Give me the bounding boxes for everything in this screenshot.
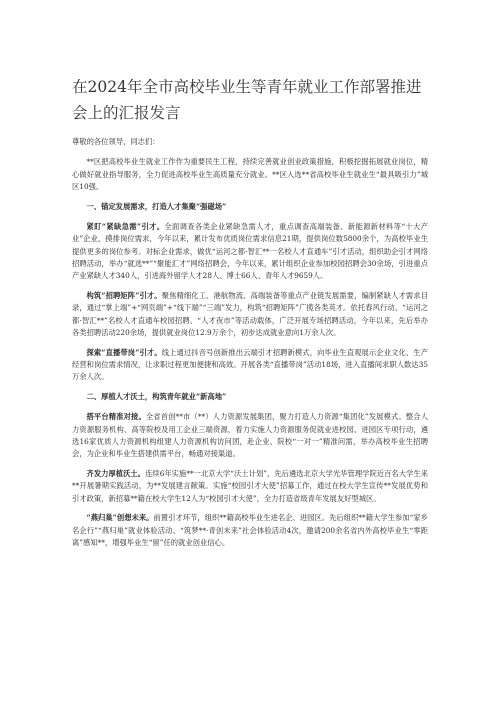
paragraph-lead: 探索“直播带岗”引才。: [86, 347, 162, 357]
paragraph-recruit-urgent: [72, 221, 428, 282]
paragraph-text: 前置引才环节，组织**籍高校毕业生进名企、进园区。先后组织**籍大学生参加“家乡名企行”“燕归巢”就业体验活动、“筑梦**·青创未来”社会体验活动4次，邀请200余名省内外高校毕业生“零距离”感知**，增强毕业生“留”任的就业创业信心。: [72, 513, 428, 548]
paragraph-lead: 构筑“招聘矩阵”引才。: [86, 290, 162, 300]
section-heading-1: 一、锚定发展需求，打造人才集聚“强磁场”: [86, 201, 227, 211]
paragraph-swallow-return: [72, 512, 428, 549]
paragraph-fertile-soil: [72, 468, 428, 505]
paragraph-text: 线上通过抖音号创新推出云端引才招聘新模式，向毕业生直观展示企业文化、生产经营和岗位需求情况，让求职过程更加便捷和高效。开展各类“直播带岗”活动18场，进入直播间求职人数达35万余人次。: [72, 347, 428, 382]
paragraph-recruit-livestream: [72, 347, 428, 384]
paragraph-lead: 齐发力厚植沃土。: [86, 469, 146, 479]
salutation: 尊敬的各位领导，同志们：: [72, 137, 160, 146]
paragraph-text: 全省首创**市（**）人力资源发展集团，聚力打造人力资源“集团化”发展模式。整合人力资源服务机构、高等院校及用工企业三端资源，着力实施人力资源服务促就业进校园、进园区专项行动，遴选16家优质人力资源机构组建人力资源机构访问团，赴企业、院校“一对一”精准问需，举办高校毕业生招聘会，为企业和毕业生搭建供需平台，畅通对接渠道。: [72, 412, 429, 459]
paragraph-lead: 搭平台精准对接。: [86, 412, 146, 422]
paragraph-lead: “燕归巢”创想未来。: [86, 513, 154, 523]
paragraph-lead: 紧盯“紧缺急需”引才。: [86, 221, 165, 231]
paragraph-recruit-matrix: [72, 290, 428, 339]
paragraph-platform-matching: [72, 411, 428, 460]
intro-paragraph: **区把高校毕业生就业工作作为重要民生工程，持续完善就业创业政策措施，积极挖掘拓展就业岗位，精心做好就业指导服务，全力促进高校毕业生高质量充分就业。**区入选**省高校毕业生就业生“最具吸引力”城区10强。: [72, 157, 428, 191]
paragraph-text: 聚焦精细化工、港航物流、高端装备等重点产业链发展需要，编制紧缺人才需求目录，通过“掌上端”+“网页端”+“线下端”“三端”发力，构筑“招聘矩阵”广揽各类英才。依托春风行动、“运河之都·智汇**”名校人才直通车校园招聘、“人才夜市”等活动载体，广泛开展专场招聘活动，今年以来，先后举办各类招聘活动220余场，提供就业岗位12.9万余个，初步达成就业意向1万余人次。: [72, 290, 428, 337]
paragraph-text: 连续6年实施**一北京大学“沃土计划”，先后遴选北京大学光华管理学院近百名大学生来**开展暑期实践活动，为**发展建言献策。实施“校园引才大使”招募工作，通过在校大学生宣传**发展优势和引才政策，新招募**籍在校大学生12人为“校园引才大使”，全力打造省级青年发展友好型城区。: [72, 469, 429, 503]
section-heading-2: 二、厚植人才沃土，构筑青年就业“新高地”: [86, 392, 227, 402]
paragraph-text: 全面调查各类企业紧缺急需人才，重点调查高端装备、新能源新材料等“十大产业”企业，摸排岗位需求，今年以来，累计发布优质岗位需求信息21期，提供岗位数5800余个，为高校毕业生提供更多的岗位参考。对标企业需求，做优“运河之都·智汇**一名校人才直通车”引才活动，组织助企引才网络招聘活动，举办“就选**”“聚能汇才”网络招聘会，今年以来，累计组织企业参加校园招聘会30余场，引进重点产业紧缺人才340人，引进海外留学人才28人、博士66人、青年人才9659人。: [72, 221, 428, 281]
document-body: [72, 136, 428, 557]
document-title: 在2024年全市高校毕业生等青年就业工作部署推进会上的汇报发言: [72, 78, 422, 122]
